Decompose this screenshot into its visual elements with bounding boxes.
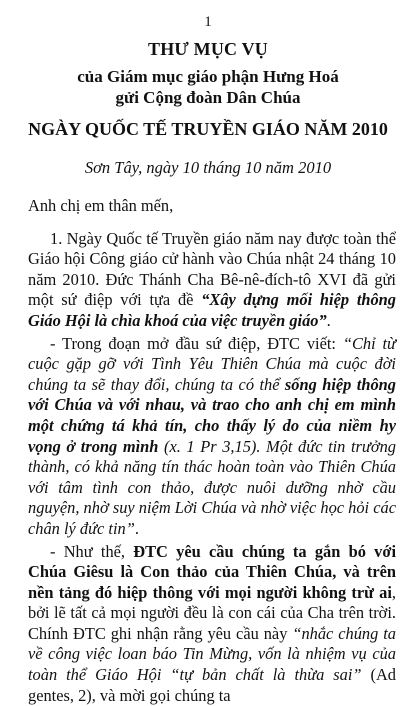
paragraph-3: [28, 542, 396, 706]
page-number: 1: [0, 14, 416, 31]
paragraph-2-emphasis: sống hiệp thông với Chúa và với nhau, và trao cho anh chị em mình một chứng tá khả tín, cho thấy lý do của niềm hy vọng ở trong mình: [28, 375, 396, 456]
letter-heading: [0, 38, 416, 140]
paragraph-1: [28, 229, 396, 332]
paragraph-3-intro: - Như thế,: [50, 542, 133, 561]
paragraph-2-end: .: [135, 519, 139, 538]
dateline: Sơn Tây, ngày 10 tháng 10 năm 2010: [0, 158, 416, 178]
paragraph-3-end: (Ad gentes, 2), và mời gọi chúng ta: [28, 665, 396, 705]
paragraph-3-text: , bởi lẽ tất cả mọi người đều là con cái của Cha trên trời. Chính ĐTC ghi nhận rằng yêu cầu này: [28, 583, 396, 643]
message-title-quote: “Xây dựng mối hiệp thông Giáo Hội là chìa khoá của việc truyền giáo”: [28, 290, 396, 330]
event-title: NGÀY QUỐC TẾ TRUYỀN GIÁO NĂM 2010: [0, 118, 416, 140]
letter-title: THƯ MỤC VỤ: [0, 38, 416, 60]
paragraph-2-intro: - Trong đoạn mở đầu sứ điệp, ĐTC viết:: [50, 334, 343, 353]
paragraph-1-end: .: [327, 311, 331, 330]
letter-body: [28, 196, 396, 706]
letter-subtitle-line1: của Giám mục giáo phận Hưng Hoá: [0, 66, 416, 87]
paragraph-2-quote-cont: (x. 1 Pr 3,15). Một đức tin trưởng thành, có khả năng tín thác hoàn toàn vào Thiên Chúa với tâm tình con thảo, được nuôi dưỡng nhờ cầu nguyện, nhờ suy niệm Lời Chúa và nhờ việc học hỏi các chân lý đức tin”: [28, 437, 396, 538]
paragraph-3-emphasis: ĐTC yêu cầu chúng ta gắn bó với Chúa Giêsu là Con thảo của Thiên Chúa, và trên nền tảng đó hiệp thông với mọi người không trừ ai: [28, 542, 396, 602]
paragraph-2-quote: “Chỉ từ cuộc gặp gỡ với Tình Yêu Thiên Chúa mà cuộc đời chúng ta sẽ thay đổi, chúng ta có thể: [28, 334, 396, 394]
greeting: Anh chị em thân mến,: [28, 196, 396, 217]
paragraph-3-quote: “nhắc chúng ta về công việc loan báo Tin Mừng, vốn là nhiệm vụ của toàn thể Giáo Hội “tự bản chất là thừa sai”: [28, 624, 396, 684]
letter-subtitle-line2: gửi Cộng đoàn Dân Chúa: [0, 87, 416, 108]
paragraph-1-text: 1. Ngày Quốc tế Truyền giáo năm nay được toàn thể Giáo hội Công giáo cử hành vào Chúa nhật 24 tháng 10 năm 2010. Đức Thánh Cha Bê-nê-đích-tô XVI đã gửi một sứ điệp với tựa đề: [28, 229, 396, 310]
paragraph-2: [28, 334, 396, 540]
